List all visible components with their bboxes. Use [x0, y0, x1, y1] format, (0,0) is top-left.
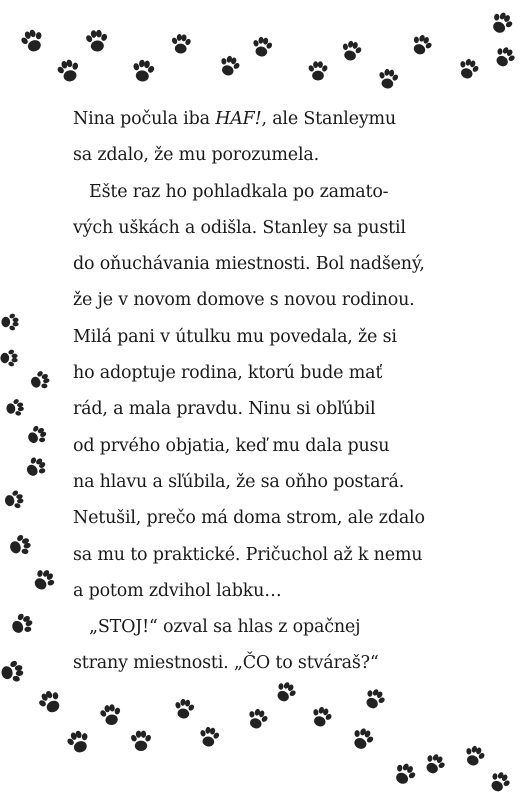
italic-text-run: HAF! [215, 109, 262, 129]
text-line: sa mu to praktické. Pričuchol až k nemu [73, 544, 423, 565]
story-text [73, 101, 453, 682]
paw-print-icon [170, 33, 192, 54]
paw-print-icon [29, 565, 59, 595]
paw-print-icon [308, 61, 329, 80]
text-line: rád, a mala pravdu. Ninu si obľúbil [73, 399, 376, 420]
text-line: do oňuchávania miestnosti. Bol nadšený, [73, 254, 425, 275]
paw-print-icon [390, 760, 419, 789]
paw-print-icon [0, 349, 17, 367]
paw-print-icon [35, 687, 66, 717]
text-line: vých uškách a odišla. Stanley sa pustil [73, 217, 406, 238]
text-line: Netušil, prečo má doma strom, ale zdalo [73, 508, 425, 529]
paw-print-icon [216, 53, 242, 78]
text-line: a potom zdvihol labku… [73, 580, 282, 601]
paw-print-icon [486, 768, 514, 795]
text-line: že je v novom domove s novou rodinou. [73, 290, 415, 311]
paw-print-icon [8, 610, 37, 639]
paw-print-icon [361, 685, 389, 712]
paw-print-icon [172, 698, 196, 721]
text-line: Ešte raz ho pohladkala po zamato- [89, 181, 389, 202]
paw-print-icon [455, 56, 481, 81]
paw-print-icon [24, 422, 50, 448]
paw-print-icon [421, 750, 449, 777]
paw-print-icon [28, 368, 52, 393]
text-line: od prvého objatia, keď mu dala pusu [73, 435, 390, 456]
paw-print-icon [130, 731, 152, 751]
paw-print-icon [487, 9, 516, 38]
paw-print-icon [98, 703, 123, 727]
text-line: strany miestnosti. „ČO to stváraš?“ [73, 653, 379, 674]
paw-print-icon [55, 57, 83, 84]
paw-print-icon [3, 489, 24, 512]
paw-print-icon [376, 68, 400, 91]
paw-print-icon [308, 704, 334, 729]
paw-print-icon [22, 453, 50, 481]
paw-print-icon [197, 726, 221, 749]
paw-print-icon [64, 728, 93, 756]
paw-print-icon [250, 36, 274, 59]
paw-print-icon [272, 678, 300, 705]
paw-print-icon [84, 29, 109, 52]
text-run: Nina počula iba [73, 109, 216, 129]
paw-print-icon [5, 397, 25, 418]
text-line: ho adoptuje rodina, ktorú bude mať [73, 363, 383, 384]
text-line: „STOJ!“ ozval sa hlas z opačnej [89, 617, 361, 638]
text-line [73, 101, 453, 137]
paw-print-icon [408, 32, 435, 58]
paw-print-icon [491, 43, 519, 70]
text-line: na hlavu a sľúbila, že sa oňho postará. [73, 471, 405, 492]
paw-print-icon [7, 532, 34, 560]
paw-print-icon [348, 725, 377, 753]
paw-print-icon [244, 706, 270, 731]
paw-print-icon [18, 27, 47, 55]
paw-print-icon [339, 39, 364, 63]
paw-print-icon [461, 743, 487, 768]
text-line: Milá pani v útulku mu povedala, že si [73, 326, 397, 347]
paw-print-icon [0, 659, 25, 686]
paw-print-icon [130, 58, 157, 83]
text-run: , ale Stanleymu [261, 109, 396, 129]
text-line: sa zdalo, že mu porozumela. [73, 145, 319, 166]
paw-print-icon [1, 313, 18, 331]
